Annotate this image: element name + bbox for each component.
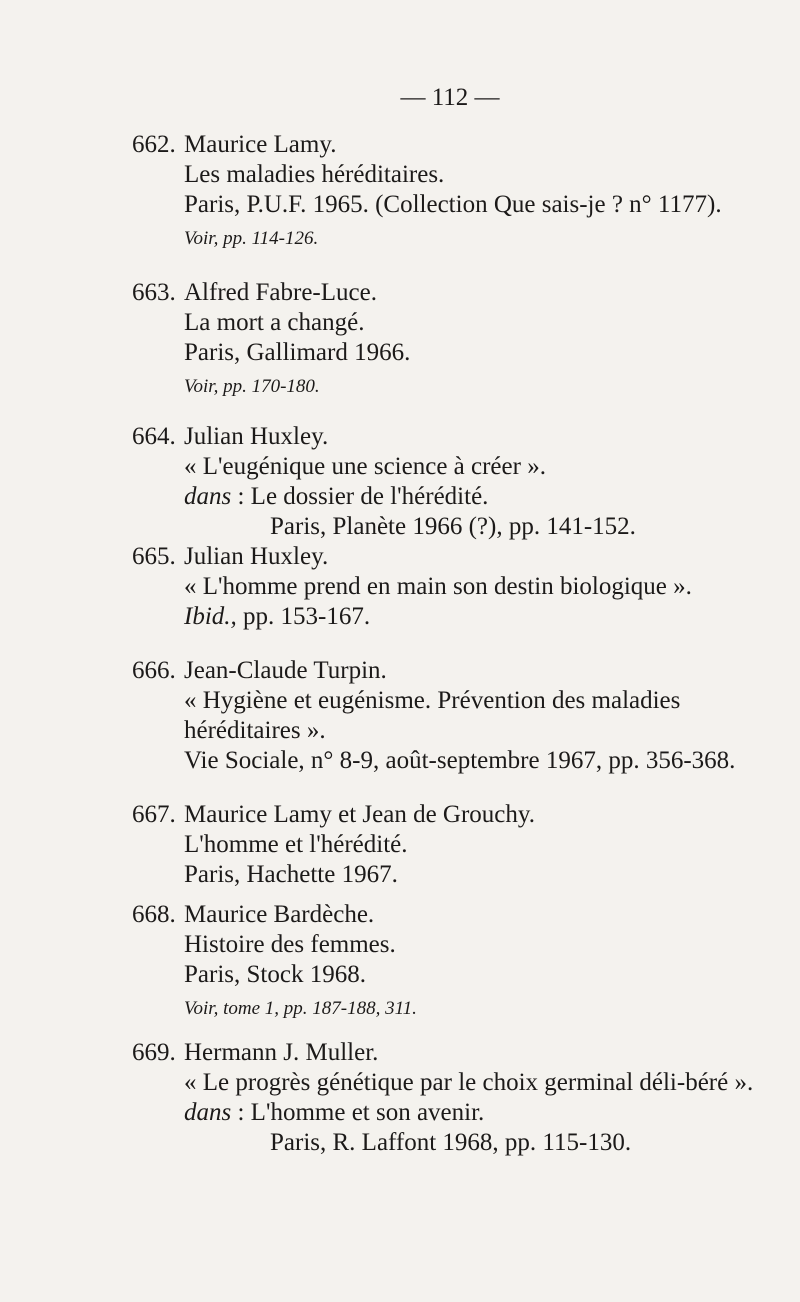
bibliography-list (132, 130, 792, 1156)
bibliography-entry-667 (132, 800, 535, 890)
bibliography-entry-663 (132, 278, 410, 402)
entry-number: 663. (132, 279, 176, 306)
entry-title: « L'eugénique une science à créer ». (184, 453, 546, 480)
ibid-label: Ibid., (184, 603, 237, 630)
entry-number: 669. (132, 1039, 176, 1066)
entry-number: 667. (132, 801, 176, 828)
entry-title: « Le progrès génétique par le choix germinal déli-béré ». (184, 1069, 754, 1096)
in-title: : L'homme et son avenir. (231, 1099, 485, 1126)
bibliography-entry-669 (132, 1038, 794, 1158)
entry-title: « Hygiène et eugénisme. Prévention des maladies héréditaires ». (184, 687, 681, 744)
entry-author: Hermann J. Muller. (184, 1039, 379, 1066)
entry-publication: Paris, P.U.F. 1965. (Collection Que sais-je ? n° 1177). (184, 191, 722, 218)
entry-title: La mort a changé. (184, 309, 365, 336)
entry-note: Voir, pp. 170-180. (184, 376, 320, 397)
entry-title: « L'homme prend en main son destin biologique ». (184, 573, 692, 600)
in-label: dans (184, 1099, 232, 1126)
entry-number: 662. (132, 131, 176, 158)
in-label: dans (184, 483, 232, 510)
entry-source-line (184, 482, 636, 512)
entry-author: Maurice Lamy et Jean de Grouchy. (184, 801, 536, 828)
entry-author: Maurice Lamy. (184, 131, 337, 158)
entry-pages: pp. 153-167. (236, 603, 371, 630)
entry-number: 664. (132, 423, 176, 450)
entry-title: Les maladies héréditaires. (184, 161, 445, 188)
entry-author: Maurice Bardèche. (184, 901, 375, 928)
entry-publication: Paris, Stock 1968. (184, 961, 366, 988)
entry-number: 668. (132, 901, 176, 928)
entry-author: Alfred Fabre-Luce. (184, 279, 377, 306)
entry-publication: Paris, R. Laffont 1968, pp. 115-130. (270, 1129, 632, 1156)
entry-author: Julian Huxley. (184, 543, 329, 570)
entry-source-line (184, 1098, 794, 1128)
entry-publication: Paris, Hachette 1967. (184, 861, 398, 888)
bibliography-entry-662 (132, 130, 792, 254)
entry-number: 665. (132, 543, 176, 570)
entry-publication: Vie Sociale, n° 8-9, août-septembre 1967, pp. 356-368. (184, 747, 736, 774)
in-title: : Le dossier de l'hérédité. (231, 483, 489, 510)
entry-author: Julian Huxley. (184, 423, 329, 450)
entry-publication: Paris, Planète 1966 (?), pp. 141-152. (270, 513, 636, 540)
entry-author: Jean-Claude Turpin. (184, 657, 387, 684)
page-number: — 112 — (400, 84, 500, 111)
entry-title: L'homme et l'hérédité. (184, 831, 408, 858)
entry-title: Histoire des femmes. (184, 931, 396, 958)
bibliography-entry-668 (132, 900, 417, 1024)
bibliography-entry-665 (132, 542, 692, 632)
bibliography-entry-664 (132, 422, 636, 542)
entry-note: Voir, pp. 114-126. (184, 228, 319, 249)
entry-number: 666. (132, 657, 176, 684)
entry-note: Voir, tome 1, pp. 187-188, 311. (184, 998, 417, 1019)
bibliography-entry-666 (132, 656, 794, 776)
entry-source-line (184, 602, 692, 632)
entry-publication: Paris, Gallimard 1966. (184, 339, 411, 366)
